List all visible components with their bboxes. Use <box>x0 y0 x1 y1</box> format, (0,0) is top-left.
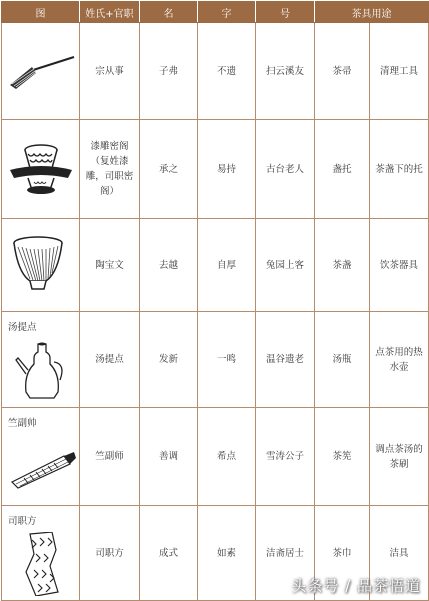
brush-icon <box>6 51 76 91</box>
utensil-cell: 茶巾 <box>315 506 370 601</box>
use-cell: 点茶用的热水壶 <box>370 312 429 408</box>
pseudonym-cell: 温谷遗老 <box>256 312 315 408</box>
courtesy-name-cell: 一鸣 <box>198 312 256 408</box>
header-surname-office: 姓氏+官职 <box>80 2 140 23</box>
surname-office-cell: 司职方 <box>80 506 140 601</box>
courtesy-name-cell: 不遗 <box>198 23 256 120</box>
table-row <box>2 120 429 219</box>
tea-bowl-icon <box>10 235 70 295</box>
header-utensil-use: 茶具用途 <box>315 2 429 23</box>
header-courtesy-name: 字 <box>198 2 256 23</box>
image-caption: 司职方 <box>8 516 37 527</box>
table-row <box>2 408 429 506</box>
pseudonym-cell: 兔园上客 <box>256 219 315 312</box>
surname-office-cell: 陶宝文 <box>80 219 140 312</box>
header-name: 名 <box>140 2 198 23</box>
image-cell <box>2 120 80 219</box>
surname-office-cell: 漆雕密阁（复姓漆雕，司职密阁） <box>80 120 140 219</box>
image-cell <box>2 219 80 312</box>
table-row <box>2 219 429 312</box>
use-cell: 调点茶汤的茶刷 <box>370 408 429 506</box>
ewer-icon <box>14 340 70 404</box>
image-caption: 竺副帅 <box>8 418 37 429</box>
courtesy-name-cell: 如素 <box>198 506 256 601</box>
utensil-cell: 盏托 <box>315 120 370 219</box>
use-cell: 饮茶器具 <box>370 219 429 312</box>
courtesy-name-cell: 自厚 <box>198 219 256 312</box>
pseudonym-cell: 雪涛公子 <box>256 408 315 506</box>
name-cell: 成式 <box>140 506 198 601</box>
table-row <box>2 23 429 120</box>
name-cell: 善调 <box>140 408 198 506</box>
pseudonym-cell: 古台老人 <box>256 120 315 219</box>
table-row <box>2 312 429 408</box>
utensil-cell: 茶盏 <box>315 219 370 312</box>
image-cell <box>2 23 80 120</box>
image-cell <box>2 312 80 408</box>
source-watermark: 头条号 / 品茶悟道 <box>291 577 421 595</box>
name-cell: 子弗 <box>140 23 198 120</box>
image-cell <box>2 408 80 506</box>
utensil-cell: 汤瓶 <box>315 312 370 408</box>
name-cell: 去越 <box>140 219 198 312</box>
use-cell: 清理工具 <box>370 23 429 120</box>
surname-office-cell: 汤提点 <box>80 312 140 408</box>
tea-utensils-table <box>1 1 429 601</box>
pseudonym-cell: 扫云溪友 <box>256 23 315 120</box>
whisk-icon <box>6 440 76 490</box>
cloth-icon <box>22 532 62 596</box>
image-caption: 汤提点 <box>8 322 37 333</box>
courtesy-name-cell: 易持 <box>198 120 256 219</box>
utensil-cell: 茶筅 <box>315 408 370 506</box>
image-cell <box>2 506 80 601</box>
header-row <box>2 2 429 23</box>
cup-stand-icon <box>6 140 76 196</box>
header-pseudonym: 号 <box>256 2 315 23</box>
use-cell: 洁具 <box>370 506 429 601</box>
surname-office-cell: 宗从事 <box>80 23 140 120</box>
surname-office-cell: 竺副师 <box>80 408 140 506</box>
utensil-cell: 茶帚 <box>315 23 370 120</box>
courtesy-name-cell: 希点 <box>198 408 256 506</box>
use-cell: 茶盏下的托 <box>370 120 429 219</box>
header-image: 图 <box>2 2 80 23</box>
name-cell: 发新 <box>140 312 198 408</box>
pseudonym-cell: 洁斋居士 <box>256 506 315 601</box>
name-cell: 承之 <box>140 120 198 219</box>
